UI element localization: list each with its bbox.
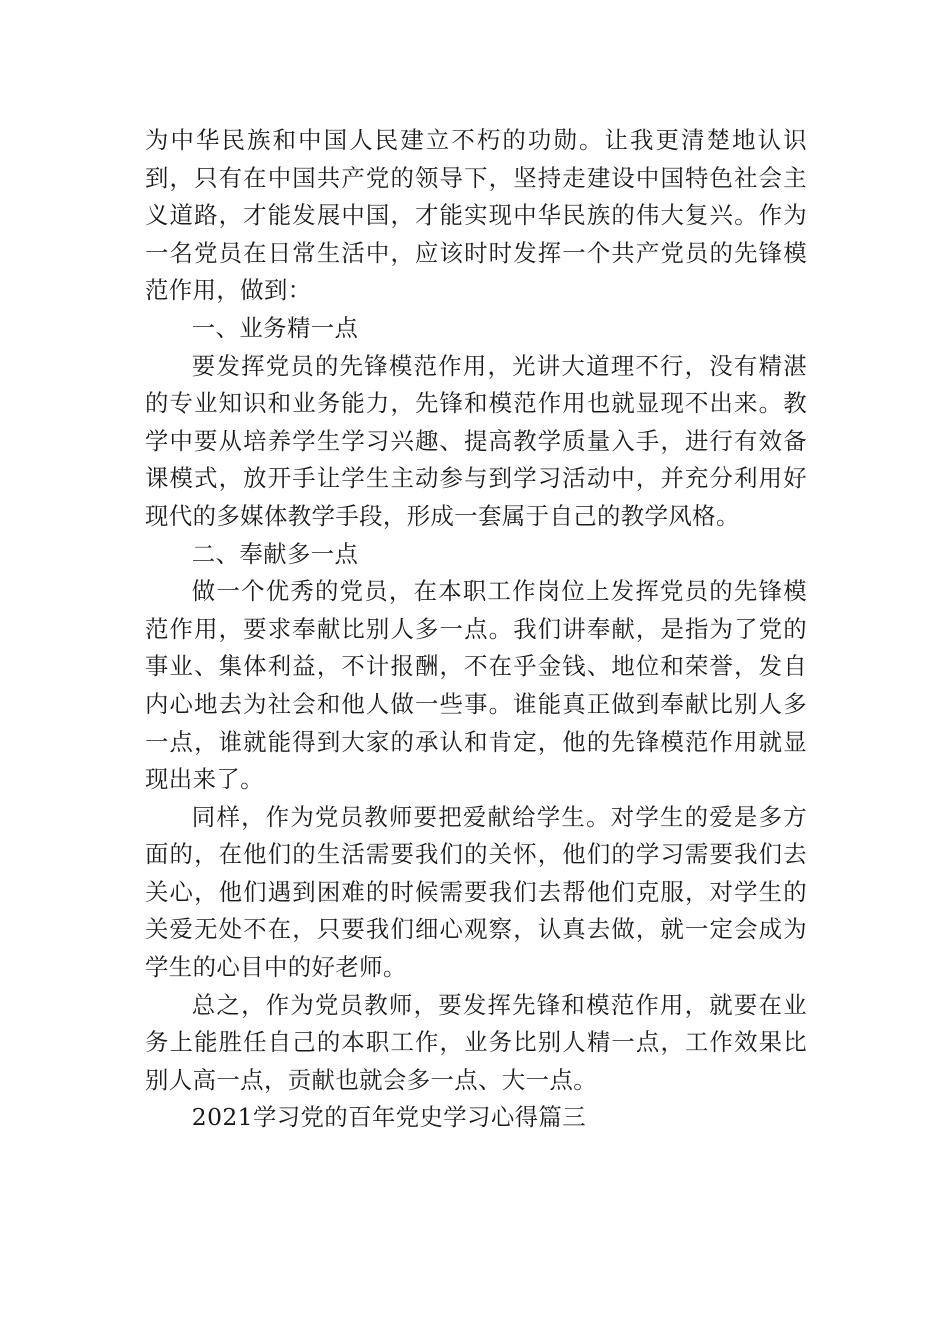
heading-dedication: 二、奉献多一点 [191, 539, 359, 568]
paragraph-teacher-love: 同样，作为党员教师要把爱献给学生。对学生的爱是多方面的，在他们的生活需要我们的关怀，他们的学习需要我们去关心，他们遇到困难的时候需要我们去帮他们克服，对学生的关爱无处不在，只要我们细心观察，认真去做，就一定会成为学生的心目中的好老师。 [145, 802, 807, 982]
paragraph-dedication: 做一个优秀的党员，在本职工作岗位上发挥党员的先锋模范作用，要求奉献比别人多一点。我们讲奉献，是指为了党的事业、集体利益，不计报酬，不在乎金钱、地位和荣誉，发自内心地去为社会和他人做一些事。谁能真正做到奉献比别人多一点，谁就能得到大家的承认和肯定，他的先锋模范作用就显现出来了。 [145, 577, 807, 794]
heading-business-excellence: 一、业务精一点 [191, 313, 359, 342]
paragraph-continuation: 为中华民族和中国人民建立不朽的功勋。让我更清楚地认识到，只有在中国共产党的领导下，坚持走建设中国特色社会主义道路，才能发展中国，才能实现中华民族的伟大复兴。作为一名党员在日常生活中，应该时时发挥一个共产党员的先锋模范作用，做到： [145, 126, 807, 305]
paragraph-summary: 总之，作为党员教师，要发挥先锋和模范作用，就要在业务上能胜任自己的本职工作，业务比别人精一点，工作效果比别人高一点，贡献也就会多一点、大一点。 [145, 990, 807, 1094]
paragraph-business: 要发挥党员的先锋模范作用，光讲大道理不行，没有精湛的专业知识和业务能力，先锋和模范作用也就显现不出来。教学中要从培养学生学习兴趣、提高教学质量入手，进行有效备课模式，放开手让学生主动参与到学习活动中，并充分利用好现代的多媒体教学手段，形成一套属于自己的教学风格。 [145, 351, 807, 530]
document-body [145, 122, 807, 1137]
section-title-part-three: 2021学习党的百年党史学习心得篇三 [191, 1103, 586, 1132]
